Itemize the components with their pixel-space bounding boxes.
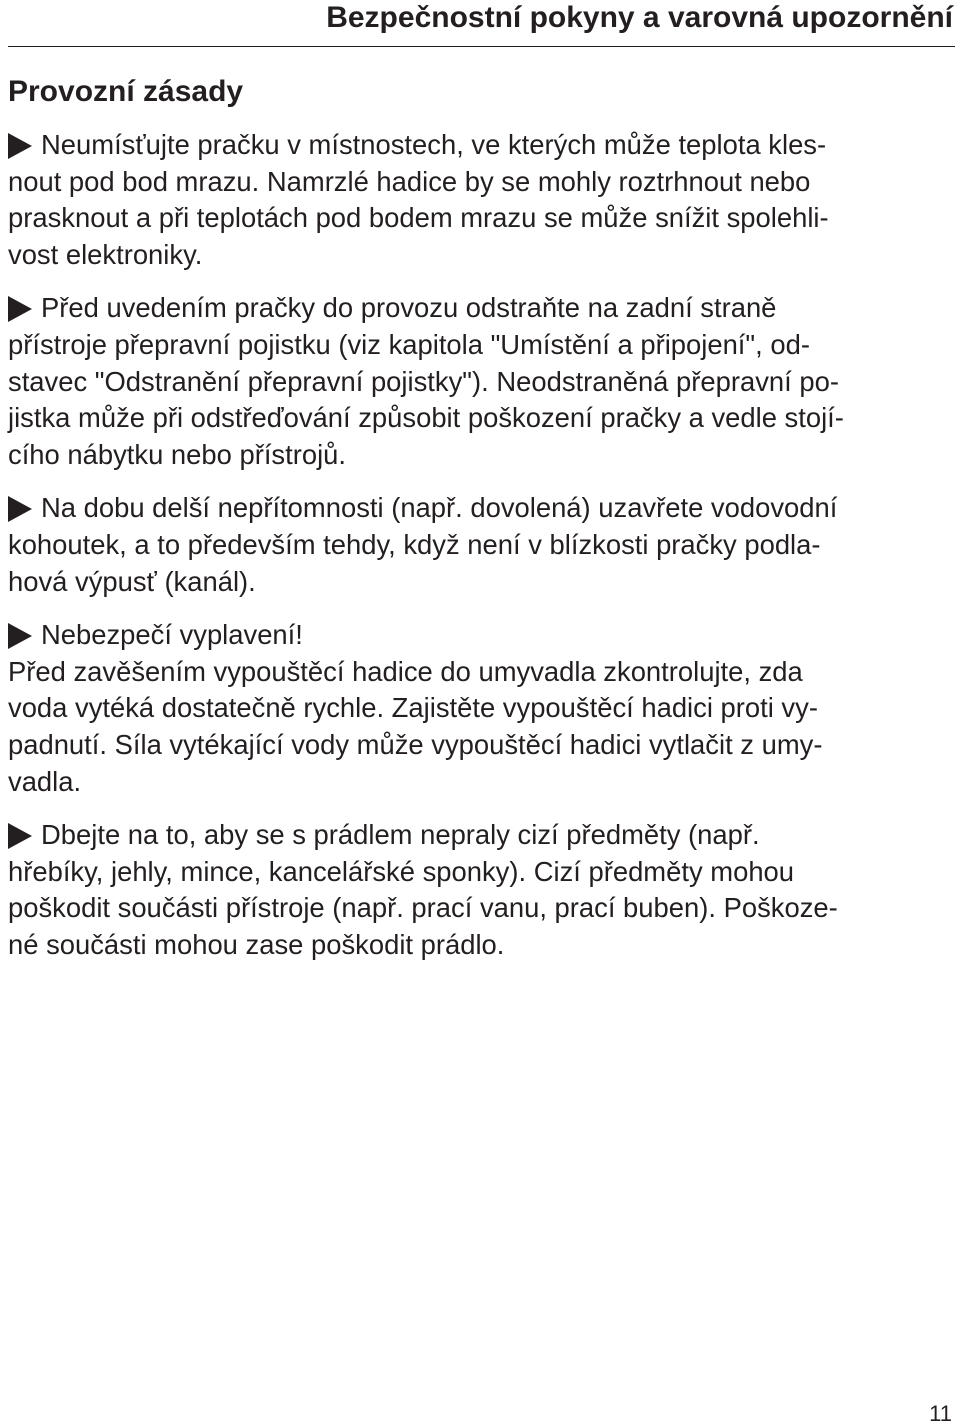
triangle-right-icon (8, 496, 32, 522)
instruction-line: stavec "Odstranění přepravní pojistky"). Neodstraněná přepravní po- (8, 365, 839, 397)
instruction-line: kohoutek, a to především tehdy, když není v blízkosti pračky podla- (8, 528, 821, 560)
instruction-line: Nebezpečí vyplavení! (8, 617, 953, 654)
instruction-line: Neumísťujte pračku v místnostech, ve kterých může teplota kles- (8, 127, 953, 164)
triangle-right-icon (8, 133, 32, 159)
instruction-line: poškodit součásti přístroje (např. prací vanu, prací buben). Poškoze- (8, 892, 838, 924)
page-header (8, 0, 955, 47)
instruction-line: Dbejte na to, aby se s prádlem nepraly cizí předměty (např. (8, 817, 953, 854)
instruction-item (8, 817, 953, 963)
instruction-line: hová výpusť (kanál). (8, 565, 256, 597)
page-number: 11 (929, 1401, 952, 1426)
triangle-right-icon (8, 623, 32, 649)
instruction-item (8, 617, 953, 800)
instruction-line: hřebíky, jehly, mince, kancelářské sponky). Cizí předměty mohou (8, 855, 795, 887)
instruction-item (8, 127, 953, 273)
instruction-line: přístroje přepravní pojistku (viz kapitola "Umístění a připojení", od- (8, 328, 810, 360)
instruction-line: Před uvedením pračky do provozu odstraňte na zadní straně (8, 290, 953, 327)
header-title: Bezpečnostní pokyny a varovná upozornění (326, 1, 953, 34)
instruction-line: jistka může při odstřeďování způsobit poškození pračky a vedle stojí- (8, 402, 844, 434)
instruction-line: vadla. (8, 765, 82, 797)
instruction-line: Na dobu delší nepřítomnosti (např. dovolená) uzavřete vodovodní (8, 490, 953, 527)
instruction-line: vost elektroniky. (8, 238, 203, 270)
instruction-line: prasknout a při teplotách pod bodem mrazu se může snížit spolehli- (8, 202, 829, 234)
instruction-item (8, 290, 953, 473)
instructions-list (8, 127, 953, 980)
instruction-item (8, 490, 953, 600)
triangle-right-icon (8, 296, 32, 322)
instruction-line: né součásti mohou zase poškodit prádlo. (8, 928, 505, 960)
instruction-line: voda vytéká dostatečně rychle. Zajistěte vypouštěcí hadici proti vy- (8, 692, 818, 724)
section-heading: Provozní zásady (8, 75, 244, 108)
instruction-line: padnutí. Síla vytékající vody může vypouštěcí hadici vytlačit z umy- (8, 728, 823, 760)
triangle-right-icon (8, 823, 32, 849)
instruction-line: nout pod bod mrazu. Namrzlé hadice by se mohly roztrhnout nebo (8, 165, 811, 197)
instruction-line: cího nábytku nebo přístrojů. (8, 438, 347, 470)
instruction-line: Před zavěšením vypouštěcí hadice do umyvadla zkontrolujte, zda (8, 655, 803, 687)
